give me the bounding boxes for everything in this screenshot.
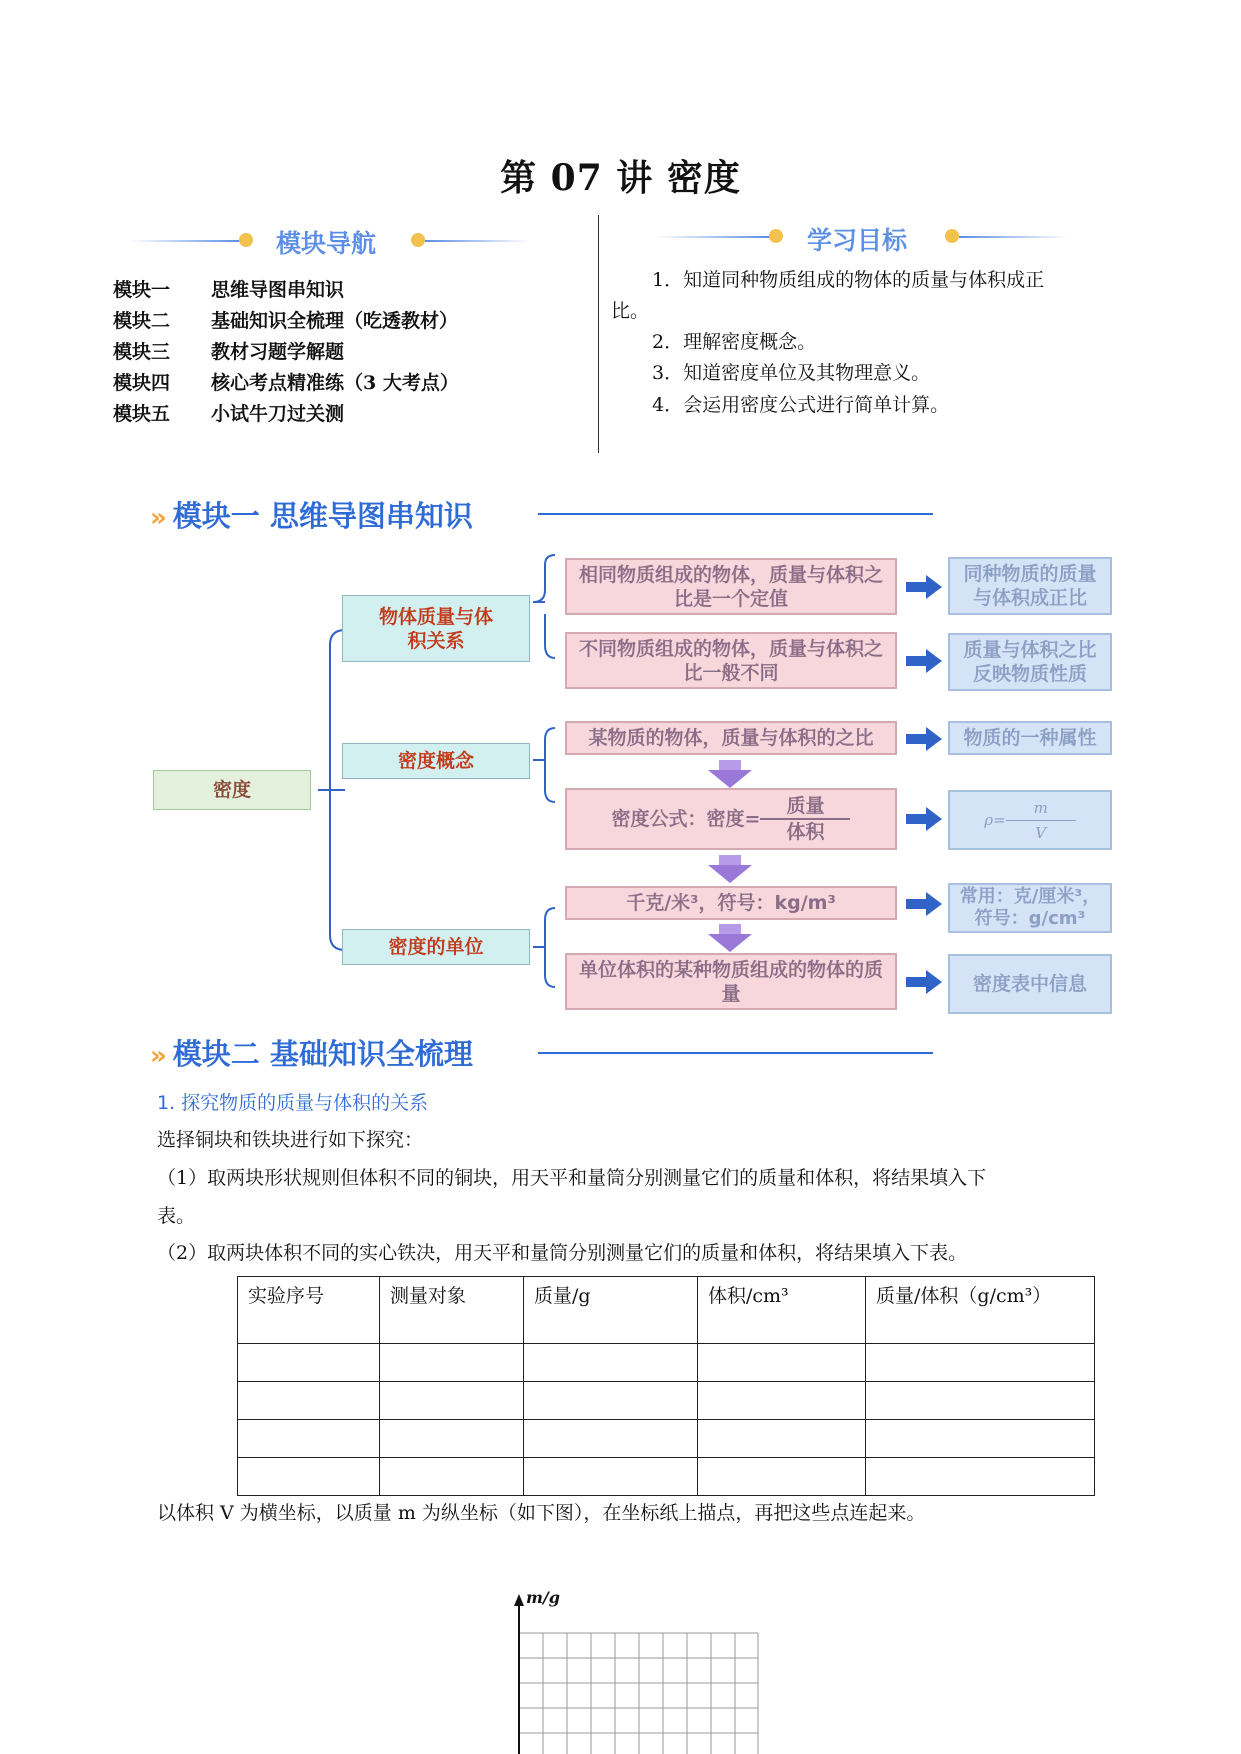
branch1-bracket [533,555,555,658]
mindmap-branch-density-unit: 密度的单位 [342,929,530,965]
paragraph: 以体积 V 为横坐标，以质量 m 为纵坐标（如下图），在坐标纸上描点，再把这些点连起来。 [157,1502,926,1524]
table-row [238,1382,1095,1420]
table-cell[interactable] [524,1420,698,1458]
nav-heading: 模块导航 [276,229,377,258]
mindmap-node-ratio: 某物质的物体，质量与体积的之比 [565,721,897,755]
right-arrow-body [906,977,928,987]
nav-item-key: 模块三 [113,341,171,363]
mindmap-node-same-substance: 相同物质组成的物体，质量与体积之比是一个定值 [565,558,897,615]
table-cell[interactable] [698,1420,866,1458]
section2-heading [150,1032,473,1073]
right-arrow-body [906,734,928,744]
nav-item-key: 模块五 [113,403,171,425]
paragraph: 选择铜块和铁块进行如下探究： [157,1129,424,1151]
paragraph: （1）取两块形状规则但体积不同的铜块，用天平和量筒分别测量它们的质量和体积，将结果填入下 [157,1167,987,1189]
down-arrow-icon [708,934,752,952]
nav-item-text: 核心考点精准练（3 大考点） [211,372,459,394]
symbol-formula-lhs: ρ= [984,811,1006,829]
table-cell[interactable] [698,1458,866,1496]
symbol-formula-denominator: V [1035,823,1047,842]
table-cell[interactable] [866,1420,1095,1458]
table-header: 体积/cm³ [698,1277,866,1344]
table-cell[interactable] [524,1458,698,1496]
experiment-table [237,1276,1095,1496]
branch3-bracket [533,908,555,987]
goal-line: 3．知道密度单位及其物理意义。 [652,362,931,384]
right-arrow-icon [926,807,942,831]
mindmap-root: 密度 [153,770,311,810]
goal-line: 比。 [611,300,650,322]
table-cell[interactable] [380,1344,524,1382]
table-cell[interactable] [380,1458,524,1496]
section2-rule [538,1052,933,1054]
common-unit-line2: 符号：g/cm³ [974,908,1086,929]
goal-line: 4．会运用密度公式进行简单计算。 [652,394,950,416]
nav-item-key: 模块二 [113,310,171,332]
right-arrow-body [906,656,928,666]
graph-paper [505,1588,765,1754]
table-header: 质量/g [524,1277,698,1344]
mindmap-result-common-unit [948,883,1112,933]
symbol-formula-numerator: m [1033,798,1048,817]
section1-heading-text: 模块一 思维导图串知识 [172,499,473,533]
paragraph: 表。 [157,1205,196,1227]
nav-item-key: 模块四 [113,372,171,394]
nav-item-text: 思维导图串知识 [211,279,345,301]
right-arrow-body [906,899,928,909]
right-arrow-body [906,814,928,824]
table-cell[interactable] [380,1420,524,1458]
mindmap-result-formula [948,790,1112,850]
table-cell[interactable] [238,1382,380,1420]
table-cell[interactable] [866,1458,1095,1496]
table-cell[interactable] [380,1382,524,1420]
right-arrow-icon [926,970,942,994]
down-arrow-icon [708,770,752,788]
subsection-title: 1. 探究物质的质量与体积的关系 [157,1092,429,1114]
table-header: 测量对象 [380,1277,524,1344]
section2-heading-text: 模块二 基础知识全梳理 [172,1037,473,1071]
nav-item-text: 基础知识全梳理（吃透教材） [211,310,459,332]
paragraph: （2）取两块体积不同的实心铁决，用天平和量筒分别测量它们的质量和体积，将结果填入下表。 [157,1242,968,1264]
mindmap-result-property: 质量与体积之比反映物质性质 [948,633,1112,691]
right-arrow-icon [926,727,942,751]
mindmap-branch-mass-volume: 物体质量与体积关系 [342,595,530,662]
mindmap-node-si-unit: 千克/米³，符号：kg/m³ [565,886,897,920]
goals-heading: 学习目标 [807,226,908,255]
table-cell[interactable] [524,1382,698,1420]
formula-denominator: 体积 [786,821,825,843]
table-cell[interactable] [524,1344,698,1382]
mindmap-result-density-table: 密度表中信息 [948,954,1112,1014]
symbol-formula-fraction [1006,796,1076,845]
y-axis-arrow-icon [514,1594,524,1606]
table-cell[interactable] [238,1344,380,1382]
down-arrow-icon [708,865,752,883]
common-unit-line1: 常用：克/厘米³， [959,886,1101,907]
formula-fraction [760,794,850,844]
mindmap-node-formula [565,788,897,850]
formula-numerator: 质量 [786,795,825,817]
chevron-icon: » [150,1041,167,1071]
down-arrow-stem [719,924,741,934]
graph-grid [519,1633,758,1754]
table-cell[interactable] [866,1382,1095,1420]
table-cell[interactable] [866,1344,1095,1382]
right-arrow-icon [926,575,942,599]
table-cell[interactable] [698,1344,866,1382]
goal-line: 1．知道同种物质组成的物体的质量与体积成正 [652,269,1045,291]
graph-y-label: m/g [526,1588,560,1607]
table-cell[interactable] [698,1382,866,1420]
goal-line: 2．理解密度概念。 [652,331,817,353]
right-arrow-icon [926,649,942,673]
branch2-bracket [533,728,555,802]
down-arrow-stem [719,760,741,770]
chevron-icon: » [150,503,167,533]
table-cell[interactable] [238,1458,380,1496]
mindmap-node-unit-meaning: 单位体积的某种物质组成的物体的质量 [565,953,897,1010]
mindmap-branch-density-concept: 密度概念 [342,743,530,779]
table-cell[interactable] [238,1420,380,1458]
nav-item-text: 小试牛刀过关测 [211,403,345,425]
mindmap-result-proportional: 同种物质的质量与体积成正比 [948,557,1112,615]
formula-prefix: 密度公式：密度= [611,808,761,830]
down-arrow-stem [719,855,741,865]
mindmap-node-different-substance: 不同物质组成的物体，质量与体积之比一般不同 [565,632,897,689]
nav-item-key: 模块一 [113,279,171,301]
table-row [238,1344,1095,1382]
mindmap-result-attribute: 物质的一种属性 [948,721,1112,755]
table-row [238,1458,1095,1496]
right-arrow-icon [926,892,942,916]
page-title: 第 07 讲 密度 [500,157,741,199]
nav-item-text: 教材习题学解题 [211,341,345,363]
table-header: 实验序号 [238,1277,380,1344]
table-header: 质量/体积（g/cm³） [866,1277,1095,1344]
table-row [238,1420,1095,1458]
right-arrow-body [906,582,928,592]
